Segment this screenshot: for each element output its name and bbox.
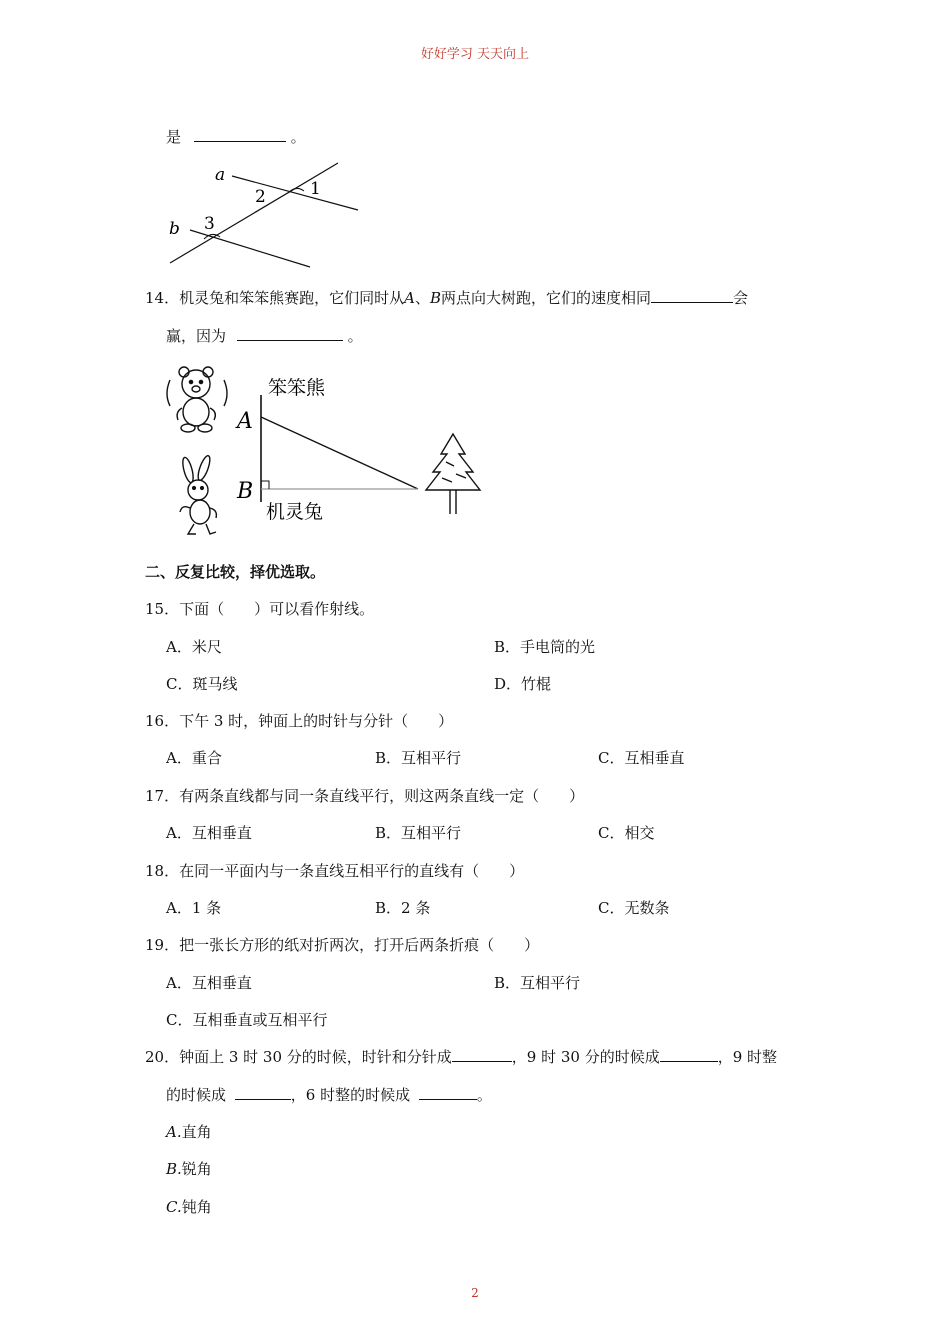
q17-stem: 17．有两条直线都与同一条直线平行，则这两条直线一定（ ） — [145, 787, 585, 805]
q15-option-a[interactable]: A．米尺 — [166, 638, 222, 656]
q20-text-2: ，9 时 30 分的时候成 — [511, 1048, 660, 1066]
bear-label: 笨笨熊 — [268, 377, 326, 399]
q14-text-a: 14．机灵兔和笨笨熊赛跑，它们同时从 — [145, 289, 405, 307]
q20-answer-blank-3[interactable] — [235, 1085, 291, 1100]
q20-answer-blank-1[interactable] — [452, 1047, 512, 1062]
q18-option-b[interactable]: B．2 条 — [375, 899, 431, 917]
q20-text-1: 20．钟面上 3 时 30 分的时候，时针和分针成 — [145, 1048, 452, 1066]
q20-answer-blank-4[interactable] — [419, 1085, 477, 1100]
q16-stem: 16．下午 3 时，钟面上的时针与分针（ ） — [145, 712, 454, 730]
q20-text-3: ，9 时整 — [717, 1048, 778, 1066]
q13-tail — [166, 126, 306, 147]
point-a-label: A — [237, 409, 253, 434]
q15-option-c[interactable]: C．斑马线 — [166, 675, 238, 693]
q15-option-b[interactable]: B．手电筒的光 — [494, 638, 596, 656]
page-number: 2 — [471, 1286, 479, 1300]
q20-choice-b[interactable] — [166, 1158, 212, 1179]
section-2-title: 二、反复比较，择优选取。 — [145, 563, 326, 581]
q14-line2-end: 。 — [347, 327, 363, 345]
q20-choice-b-letter: B. — [166, 1160, 182, 1178]
q13-tail-prefix: 是 — [166, 128, 182, 146]
q20-choice-a[interactable] — [166, 1121, 212, 1142]
q20-choice-a-letter: A. — [166, 1123, 182, 1141]
transversal-line — [170, 163, 338, 263]
q19-option-a[interactable]: A．互相垂直 — [166, 974, 252, 992]
rabbit-illustration — [180, 454, 216, 534]
q20-text-4: 的时候成 — [166, 1086, 227, 1104]
q20-answer-blank-2[interactable] — [660, 1047, 718, 1062]
q20-line1 — [145, 1046, 777, 1067]
q20-choice-b-text: 锐角 — [181, 1160, 212, 1178]
label-a: a — [215, 165, 226, 185]
q20-choice-c-text: 钝角 — [181, 1198, 212, 1216]
q15-stem: 15．下面（ ）可以看作射线。 — [145, 600, 375, 618]
q13-parallel-lines-figure — [160, 155, 380, 273]
q16-option-c[interactable]: C．互相垂直 — [598, 749, 685, 767]
angle-2-label: 2 — [255, 187, 266, 207]
q17-option-c[interactable]: C．相交 — [598, 824, 655, 842]
q15-option-d[interactable]: D．竹棍 — [494, 675, 552, 693]
bear-path-line — [261, 417, 418, 489]
tree-icon — [426, 434, 480, 514]
q14-text-b: 两点向大树跑，它们的速度相同 — [440, 289, 651, 307]
q17-option-b[interactable]: B．互相平行 — [375, 824, 462, 842]
point-b-label: B — [237, 479, 254, 504]
line-a — [232, 176, 358, 210]
right-angle-mark — [261, 481, 269, 489]
q14-answer-blank-1[interactable] — [651, 288, 733, 303]
q14-var-b: B — [429, 289, 441, 307]
angle-3-label: 3 — [204, 214, 215, 234]
q14-line2 — [166, 325, 363, 346]
bear-illustration — [167, 367, 227, 432]
q14-answer-blank-2[interactable] — [237, 326, 343, 341]
q14-line1 — [145, 287, 748, 308]
q14-line1-end: 会 — [733, 289, 749, 307]
q20-line2 — [166, 1084, 492, 1105]
q14-sep: 、 — [414, 289, 430, 307]
q20-choice-a-text: 直角 — [181, 1123, 212, 1141]
q13-tail-suffix: 。 — [290, 128, 306, 146]
q18-option-c[interactable]: C．无数条 — [598, 899, 670, 917]
q20-choice-c-letter: C. — [166, 1198, 182, 1216]
q13-answer-blank[interactable] — [194, 127, 286, 142]
q20-text-5: ，6 时整的时候成 — [290, 1086, 411, 1104]
q14-var-a: A — [404, 289, 415, 307]
angle-1-label: 1 — [310, 179, 321, 199]
q19-stem: 19．把一张长方形的纸对折两次，打开后两条折痕（ ） — [145, 936, 540, 954]
q14-race-figure — [160, 362, 490, 542]
q16-option-b[interactable]: B．互相平行 — [375, 749, 462, 767]
q14-text-c: 赢，因为 — [166, 327, 227, 345]
rabbit-label: 机灵兔 — [266, 501, 324, 523]
q18-stem: 18．在同一平面内与一条直线互相平行的直线有（ ） — [145, 862, 525, 880]
q17-option-a[interactable]: A．互相垂直 — [166, 824, 252, 842]
q18-option-a[interactable]: A．1 条 — [166, 899, 222, 917]
q20-choice-c[interactable] — [166, 1196, 212, 1217]
q19-option-b[interactable]: B．互相平行 — [494, 974, 581, 992]
q19-option-c[interactable]: C．互相垂直或互相平行 — [166, 1011, 328, 1029]
page-header: 好好学习 天天向上 — [420, 47, 530, 62]
q16-option-a[interactable]: A．重合 — [166, 749, 222, 767]
q20-text-6: 。 — [476, 1086, 492, 1104]
label-b: b — [169, 219, 180, 239]
